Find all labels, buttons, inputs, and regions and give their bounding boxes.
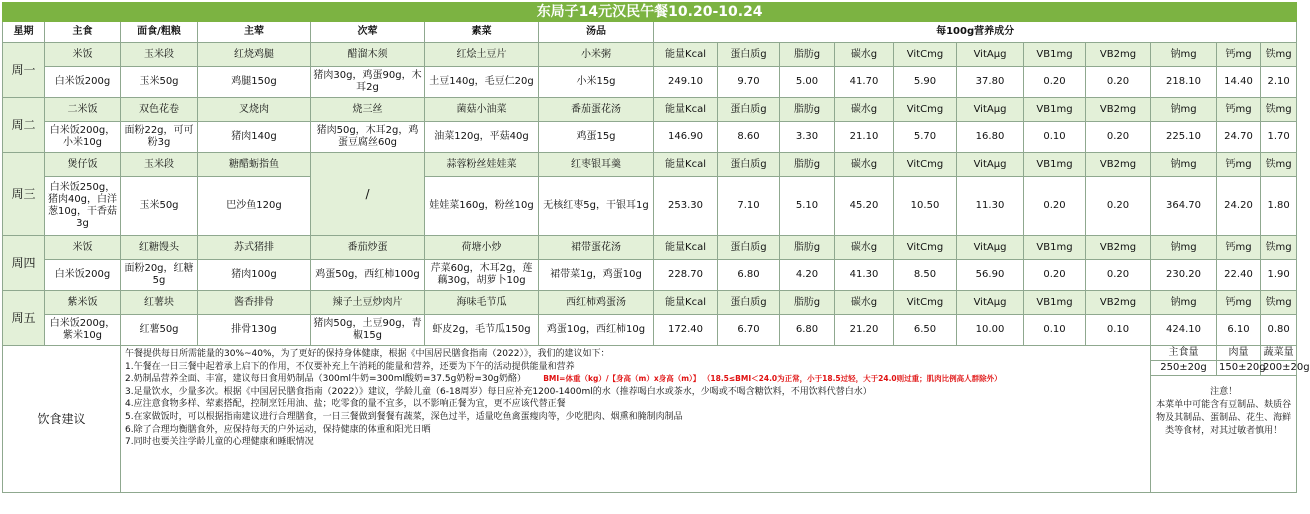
amount-cell: 鸡腿150g [198, 67, 311, 98]
portion-value: 250±20g [1151, 361, 1217, 376]
advice-body [121, 346, 1151, 493]
amount-cell: 鸡蛋50g，西红柿100g [311, 260, 425, 291]
nutrient-label: VitCmg [894, 98, 957, 122]
header-nutrition: 每100g营养成分 [654, 22, 1297, 43]
dish-cell: 双色花卷 [121, 98, 198, 122]
nutrient-label: 碳水g [835, 291, 894, 315]
amount-cell: 鸡蛋15g [539, 122, 654, 153]
nutrient-label: VB2mg [1086, 153, 1151, 177]
header-row [3, 22, 1297, 43]
nutrient-value: 0.10 [1024, 315, 1086, 346]
nutrient-value: 249.10 [654, 67, 718, 98]
nutrient-value: 10.50 [894, 177, 957, 236]
day-dish-row [3, 291, 1297, 315]
nutrient-value: 0.20 [1024, 260, 1086, 291]
nutrient-label: 脂肪g [780, 291, 835, 315]
header-main-meat: 主荤 [198, 22, 311, 43]
nutrient-value: 6.70 [718, 315, 780, 346]
nutrient-label: 脂肪g [780, 43, 835, 67]
nutrient-value: 1.90 [1261, 260, 1297, 291]
amount-cell: 面粉20g，红糖5g [121, 260, 198, 291]
dish-cell: 糖醋蛎指鱼 [198, 153, 311, 177]
sheet-title: 东局子14元汉民午餐10.20-10.24 [3, 3, 1297, 22]
dish-cell: 米饭 [45, 43, 121, 67]
dish-cell: 小米粥 [539, 43, 654, 67]
nutrient-label: 脂肪g [780, 153, 835, 177]
nutrient-value: 0.20 [1086, 260, 1151, 291]
bmi-note: BMI=体重（kg）/【身高（m）x身高（m）】 （18.5≤BMI＜24.0为正常，小于18.5过轻，大于24.0则过重；肌肉比例高人群除外） [543, 374, 1002, 384]
portion-value: 200±20g [1261, 361, 1297, 376]
amount-cell: 白米饭250g，猪肉40g，白洋葱10g，干香菇3g [45, 177, 121, 236]
amount-cell: 娃娃菜160g，粉丝10g [425, 177, 539, 236]
nutrient-label: 钠mg [1151, 43, 1217, 67]
header-vegetable: 素菜 [425, 22, 539, 43]
amount-cell: 猪肉140g [198, 122, 311, 153]
nutrient-label: 能量Kcal [654, 98, 718, 122]
advice-line: 6.除了合理均衡膳食外，应保持每天的户外运动，保持健康的体重和阳光日晒 [125, 424, 431, 435]
amount-cell: 玉米50g [121, 67, 198, 98]
nutrient-value: 146.90 [654, 122, 718, 153]
amount-cell: 白米饭200g，小米10g [45, 122, 121, 153]
nutrient-label: 钙mg [1217, 153, 1261, 177]
amount-cell: 猪肉50g，土豆90g，青椒15g [311, 315, 425, 346]
nutrient-value: 1.70 [1261, 122, 1297, 153]
dish-cell-empty: / [311, 153, 425, 236]
advice-line: 1.午餐在一日三餐中起着承上启下的作用，不仅要补充上午消耗的能量和营养，还要为下午的活动提供能量和营养 [125, 361, 575, 372]
nutrient-value: 45.20 [835, 177, 894, 236]
dish-cell: 海味毛节瓜 [425, 291, 539, 315]
nutrient-label: VitAμg [957, 291, 1024, 315]
advice-line [125, 373, 1146, 386]
dish-cell: 红烩土豆片 [425, 43, 539, 67]
nutrient-label: VB2mg [1086, 98, 1151, 122]
nutrient-value: 0.20 [1086, 67, 1151, 98]
day-label: 周一 [3, 43, 45, 98]
advice-label: 饮食建议 [3, 346, 121, 493]
amount-cell: 芹菜60g，木耳2g，莲藕30g，胡萝卜10g [425, 260, 539, 291]
nutrient-value: 6.50 [894, 315, 957, 346]
nutrient-value: 41.30 [835, 260, 894, 291]
advice-line-text: 2.奶制品营养全面、丰富，建议每日食用奶制品（300ml牛奶=300ml酸奶=37.5g奶粉=30g奶酪） [125, 374, 527, 385]
day-amount-row [3, 122, 1297, 153]
nutrient-label: 铁mg [1261, 291, 1297, 315]
nutrient-label: VitAμg [957, 153, 1024, 177]
day-dish-row [3, 98, 1297, 122]
amount-cell: 白米饭200g [45, 260, 121, 291]
day-amount-row [3, 315, 1297, 346]
nutrient-value: 218.10 [1151, 67, 1217, 98]
nutrient-label: VB1mg [1024, 98, 1086, 122]
amount-cell: 小米15g [539, 67, 654, 98]
dish-cell: 苏式猪排 [198, 236, 311, 260]
nutrient-value: 5.70 [894, 122, 957, 153]
nutrient-value: 22.40 [1217, 260, 1261, 291]
nutrient-label: 能量Kcal [654, 43, 718, 67]
nutrient-value: 0.10 [1024, 122, 1086, 153]
nutrient-label: VitAμg [957, 98, 1024, 122]
nutrient-label: 钠mg [1151, 153, 1217, 177]
nutrient-label: VB1mg [1024, 291, 1086, 315]
amount-cell: 鸡蛋10g，西红柿10g [539, 315, 654, 346]
nutrient-value: 1.80 [1261, 177, 1297, 236]
nutrient-value: 21.20 [835, 315, 894, 346]
nutrient-value: 0.20 [1024, 67, 1086, 98]
dish-cell: 荷塘小炒 [425, 236, 539, 260]
header-flour-grain: 面食/粗粮 [121, 22, 198, 43]
nutrient-label: VB2mg [1086, 291, 1151, 315]
portion-value: 150±20g [1217, 361, 1261, 376]
nutrient-value: 364.70 [1151, 177, 1217, 236]
nutrient-label: 钠mg [1151, 98, 1217, 122]
dish-cell: 番茄炒蛋 [311, 236, 425, 260]
nutrient-label: 钙mg [1217, 43, 1261, 67]
amount-cell: 巴沙鱼120g [198, 177, 311, 236]
header-staple: 主食 [45, 22, 121, 43]
nutrient-value: 230.20 [1151, 260, 1217, 291]
nutrient-label: 铁mg [1261, 236, 1297, 260]
amount-cell: 猪肉30g，鸡蛋90g，木耳2g [311, 67, 425, 98]
advice-row [3, 346, 1297, 361]
nutrient-label: VB1mg [1024, 236, 1086, 260]
nutrient-value: 172.40 [654, 315, 718, 346]
amount-cell: 白米饭200g [45, 67, 121, 98]
nutrient-label: 钠mg [1151, 236, 1217, 260]
nutrient-value: 5.90 [894, 67, 957, 98]
nutrient-value: 253.30 [654, 177, 718, 236]
amount-cell: 排骨130g [198, 315, 311, 346]
amount-cell: 无核红枣5g，干银耳1g [539, 177, 654, 236]
nutrient-value: 225.10 [1151, 122, 1217, 153]
dish-cell: 米饭 [45, 236, 121, 260]
portion-header: 主食量 [1151, 346, 1217, 361]
nutrient-value: 56.90 [957, 260, 1024, 291]
nutrient-label: 蛋白质g [718, 43, 780, 67]
dish-cell: 玉米段 [121, 153, 198, 177]
nutrient-label: 蛋白质g [718, 236, 780, 260]
amount-cell: 猪肉100g [198, 260, 311, 291]
dish-cell: 红枣银耳羹 [539, 153, 654, 177]
nutrient-label: VitCmg [894, 43, 957, 67]
amount-cell: 红薯50g [121, 315, 198, 346]
nutrient-value: 0.20 [1086, 122, 1151, 153]
advice-line: 4.应注意食物多样、荤素搭配，控制烹饪用油、盐；吃零食的量不宜多，以不影响正餐为宜，更不应该代替正餐 [125, 399, 566, 410]
day-dish-row [3, 43, 1297, 67]
nutrient-label: VB1mg [1024, 153, 1086, 177]
day-label: 周四 [3, 236, 45, 291]
nutrient-value: 11.30 [957, 177, 1024, 236]
nutrient-label: 碳水g [835, 98, 894, 122]
dish-cell: 酱香排骨 [198, 291, 311, 315]
dish-cell: 玉米段 [121, 43, 198, 67]
day-label: 周三 [3, 153, 45, 236]
dish-cell: 裙带蛋花汤 [539, 236, 654, 260]
nutrient-value: 0.10 [1086, 315, 1151, 346]
nutrient-value: 5.10 [780, 177, 835, 236]
nutrient-value: 2.10 [1261, 67, 1297, 98]
nutrient-label: 钙mg [1217, 291, 1261, 315]
nutrient-label: VB2mg [1086, 236, 1151, 260]
amount-cell: 玉米50g [121, 177, 198, 236]
dish-cell: 蒜蓉粉丝娃娃菜 [425, 153, 539, 177]
nutrient-label: 铁mg [1261, 43, 1297, 67]
nutrient-label: 铁mg [1261, 153, 1297, 177]
amount-cell: 面粉22g，可可粉3g [121, 122, 198, 153]
nutrient-label: 铁mg [1261, 98, 1297, 122]
nutrient-value: 0.20 [1024, 177, 1086, 236]
amount-cell: 裙带菜1g，鸡蛋10g [539, 260, 654, 291]
nutrient-value: 3.30 [780, 122, 835, 153]
nutrient-label: VitAμg [957, 43, 1024, 67]
day-amount-row [3, 177, 1297, 236]
advice-line: 3.足量饮水，少量多次。根据《中国居民膳食指南（2022）》建议，学龄儿童（6-18周岁）每日应补充1200-1400ml的水（推荐喝白水或茶水，少喝或不喝含糖饮料，不用饮料代替白水） [125, 386, 872, 397]
nutrient-value: 0.80 [1261, 315, 1297, 346]
nutrient-label: 蛋白质g [718, 291, 780, 315]
nutrient-label: 碳水g [835, 153, 894, 177]
header-soup: 汤品 [539, 22, 654, 43]
nutrient-value: 24.70 [1217, 122, 1261, 153]
nutrient-value: 5.00 [780, 67, 835, 98]
advice-line: 午餐提供每日所需能量的30%~40%，为了更好的保持身体健康，根据《中国居民膳食指南（2022）》，我们的建议如下： [125, 349, 610, 359]
header-secondary-meat: 次荤 [311, 22, 425, 43]
dish-cell: 辣子土豆炒肉片 [311, 291, 425, 315]
nutrient-label: 钙mg [1217, 98, 1261, 122]
nutrient-label: 蛋白质g [718, 153, 780, 177]
dish-cell: 醋溜木须 [311, 43, 425, 67]
nutrient-label: VitCmg [894, 291, 957, 315]
dish-cell: 番茄蛋花汤 [539, 98, 654, 122]
nutrient-value: 37.80 [957, 67, 1024, 98]
dish-cell: 菌菇小油菜 [425, 98, 539, 122]
day-label: 周二 [3, 98, 45, 153]
nutrient-value: 8.60 [718, 122, 780, 153]
nutrient-value: 24.20 [1217, 177, 1261, 236]
dish-cell: 红烧鸡腿 [198, 43, 311, 67]
nutrient-value: 16.80 [957, 122, 1024, 153]
nutrient-value: 21.10 [835, 122, 894, 153]
nutrient-value: 228.70 [654, 260, 718, 291]
nutrient-label: 蛋白质g [718, 98, 780, 122]
nutrient-value: 8.50 [894, 260, 957, 291]
amount-cell: 猪肉50g，木耳2g，鸡蛋豆腐丝60g [311, 122, 425, 153]
dish-cell: 红糖馒头 [121, 236, 198, 260]
nutrient-label: VitAμg [957, 236, 1024, 260]
dish-cell: 叉烧肉 [198, 98, 311, 122]
nutrient-value: 9.70 [718, 67, 780, 98]
dish-cell: 烧三丝 [311, 98, 425, 122]
header-day: 星期 [3, 22, 45, 43]
dish-cell: 二米饭 [45, 98, 121, 122]
notice-text: 本菜单中可能含有豆制品、麸质谷物及其制品、蛋制品、花生、海鲜类等食材，对其过敏者慎用！ [1156, 400, 1292, 436]
notice-title: 注意！ [1210, 387, 1238, 397]
nutrient-label: 能量Kcal [654, 291, 718, 315]
day-amount-row [3, 67, 1297, 98]
portion-header: 蔬菜量 [1261, 346, 1297, 361]
nutrient-label: VitCmg [894, 153, 957, 177]
nutrient-value: 14.40 [1217, 67, 1261, 98]
amount-cell: 土豆140g，毛豆仁20g [425, 67, 539, 98]
advice-line: 7.同时也要关注学龄儿童的心理健康和睡眠情况 [125, 437, 314, 448]
nutrient-value: 6.10 [1217, 315, 1261, 346]
dish-cell: 紫米饭 [45, 291, 121, 315]
nutrient-label: 钠mg [1151, 291, 1217, 315]
nutrient-label: VB1mg [1024, 43, 1086, 67]
title-row [3, 3, 1297, 22]
nutrient-label: 脂肪g [780, 236, 835, 260]
dish-cell: 西红柿鸡蛋汤 [539, 291, 654, 315]
amount-cell: 虾皮2g，毛节瓜150g [425, 315, 539, 346]
portion-header: 肉量 [1217, 346, 1261, 361]
allergen-notice [1151, 376, 1297, 493]
nutrient-value: 0.20 [1086, 177, 1151, 236]
day-amount-row [3, 260, 1297, 291]
nutrient-value: 424.10 [1151, 315, 1217, 346]
nutrient-label: 脂肪g [780, 98, 835, 122]
day-dish-row [3, 236, 1297, 260]
nutrient-value: 41.70 [835, 67, 894, 98]
nutrient-value: 10.00 [957, 315, 1024, 346]
dish-cell: 煲仔饭 [45, 153, 121, 177]
dish-cell: 红薯块 [121, 291, 198, 315]
nutrient-value: 6.80 [780, 315, 835, 346]
menu-table [2, 2, 1310, 493]
day-dish-row [3, 153, 1297, 177]
nutrient-label: 钙mg [1217, 236, 1261, 260]
nutrient-value: 6.80 [718, 260, 780, 291]
nutrient-value: 4.20 [780, 260, 835, 291]
nutrient-label: 能量Kcal [654, 153, 718, 177]
advice-line: 5.在家做饭时，可以根据指南建议进行合理膳食，一日三餐做到餐餐有蔬菜，深色过半，适量吃鱼禽蛋瘦肉等，少吃肥肉、烟熏和腌制肉制品 [125, 411, 683, 422]
nutrient-label: VitCmg [894, 236, 957, 260]
amount-cell: 白米饭200g，紫米10g [45, 315, 121, 346]
nutrient-label: 能量Kcal [654, 236, 718, 260]
nutrient-label: VB2mg [1086, 43, 1151, 67]
nutrient-label: 碳水g [835, 43, 894, 67]
nutrient-value: 7.10 [718, 177, 780, 236]
nutrient-label: 碳水g [835, 236, 894, 260]
day-label: 周五 [3, 291, 45, 346]
amount-cell: 油菜120g，平菇40g [425, 122, 539, 153]
